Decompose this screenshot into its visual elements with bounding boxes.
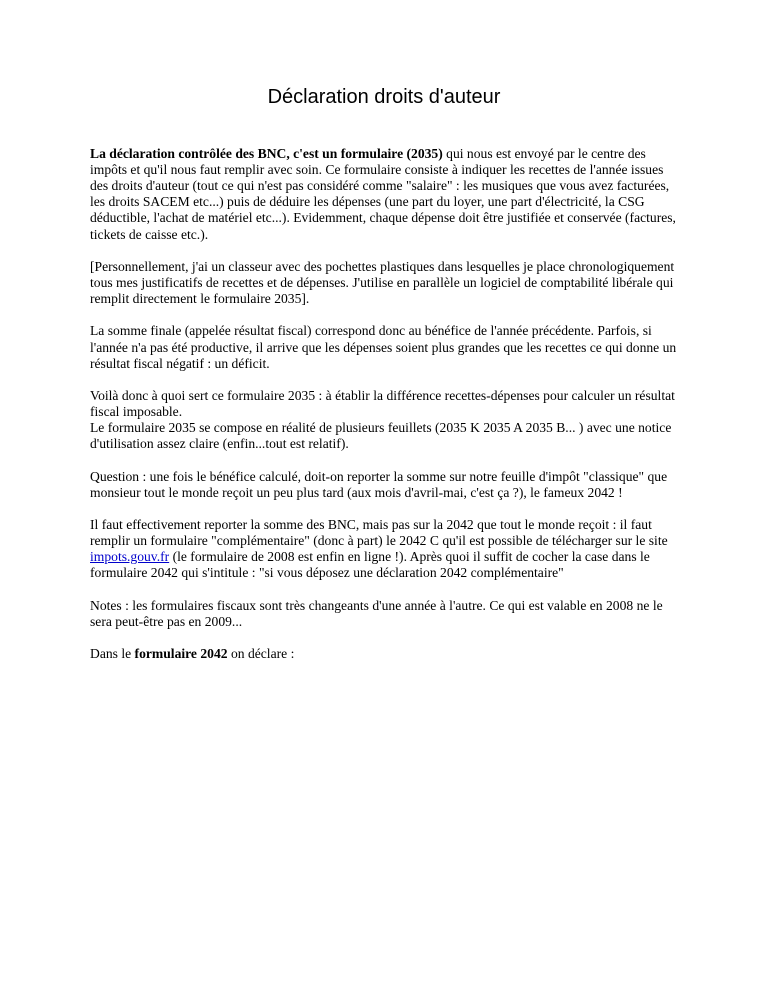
text-run: Question : une fois le bénéfice calculé, doit-on reporter la somme sur notre feuille d'impôt "classique" que monsieur tout le monde reçoit un peu plus tard (aux mois d'avril-mai, c'est ça ?), le fameux 2042 !: [90, 468, 668, 500]
text-run: Notes : les formulaires fiscaux sont très changeants d'une année à l'autre. Ce qui est valable en 2008 ne le sera peut-être pas en 2009...: [90, 597, 663, 629]
text-run: [Personnellement, j'ai un classeur avec des pochettes plastiques dans lesquelles je place chronologiquement tous mes justificatifs de recettes et de dépenses. J'utilise en parallèle un logiciel de comptabilité libérale qui remplit directement le formulaire 2035].: [90, 258, 675, 307]
text-run: Il faut effectivement reporter la somme des BNC, mais pas sur la 2042 que tout le monde reçoit : il faut remplir un formulaire "complémentaire" (donc à part) le 2042 C qu'il est possible de télécharger sur le site: [90, 516, 668, 549]
text-run: Le formulaire 2035 se compose en réalité de plusieurs feuillets (2035 K 2035 A 2035 B... ) avec une notice d'utilisation assez claire (enfin...tout est relatif).: [90, 420, 672, 452]
paragraph-5: [90, 469, 678, 501]
paragraph-2: [90, 259, 678, 308]
bold-text: formulaire 2042: [134, 645, 228, 661]
text-run: La somme finale (appelée résultat fiscal) correspond donc au bénéfice de l'année précédente. Parfois, si l'année n'a pas été productive, il arrive que les dépenses soient plus grandes que les recettes ce qui donne un résultat fiscal négatif : un déficit.: [90, 323, 677, 371]
paragraph-4: [90, 388, 678, 453]
bold-text: La déclaration contrôlée des BNC, c'est un formulaire (2035): [90, 145, 443, 161]
document-body: [90, 146, 678, 662]
paragraph-3: [90, 323, 678, 372]
text-run: (le formulaire de 2008 est enfin en ligne !). Après quoi il suffit de cocher la case dans le formulaire 2042 qui s'intitule : "si vous déposez une déclaration 2042 complémentaire": [90, 549, 650, 581]
paragraph-6: [90, 517, 678, 582]
impots-gouv-link[interactable]: impots.gouv.fr: [90, 549, 170, 565]
paragraph-7: [90, 598, 678, 630]
document-title: Déclaration droits d'auteur: [267, 86, 501, 108]
paragraph-1: [90, 146, 678, 243]
text-run: qui nous est envoyé par le centre des impôts et qu'il nous faut remplir avec soin. Ce formulaire consiste à indiquer les recettes de l'année issues des droits d'auteur (tout ce qui n'est pas considéré comme "salaire" : les musiques que vous avez facturées, les droits SACEM etc...) puis de déduire les dépenses (une part du loyer, une part d'électricité, la CSG déductible, l'achat de matériel etc...). Evidemment, chaque dépense doit être justifiée et conservée (factures, tickets de caisse etc.).: [90, 145, 676, 242]
paragraph-8: [90, 646, 678, 662]
text-run: Voilà donc à quoi sert ce formulaire 2035 : à établir la différence recettes-dépenses pour calculer un résultat fiscal imposable.: [90, 387, 675, 420]
text-run: Dans le: [90, 645, 135, 661]
text-run: on déclare :: [227, 645, 295, 661]
